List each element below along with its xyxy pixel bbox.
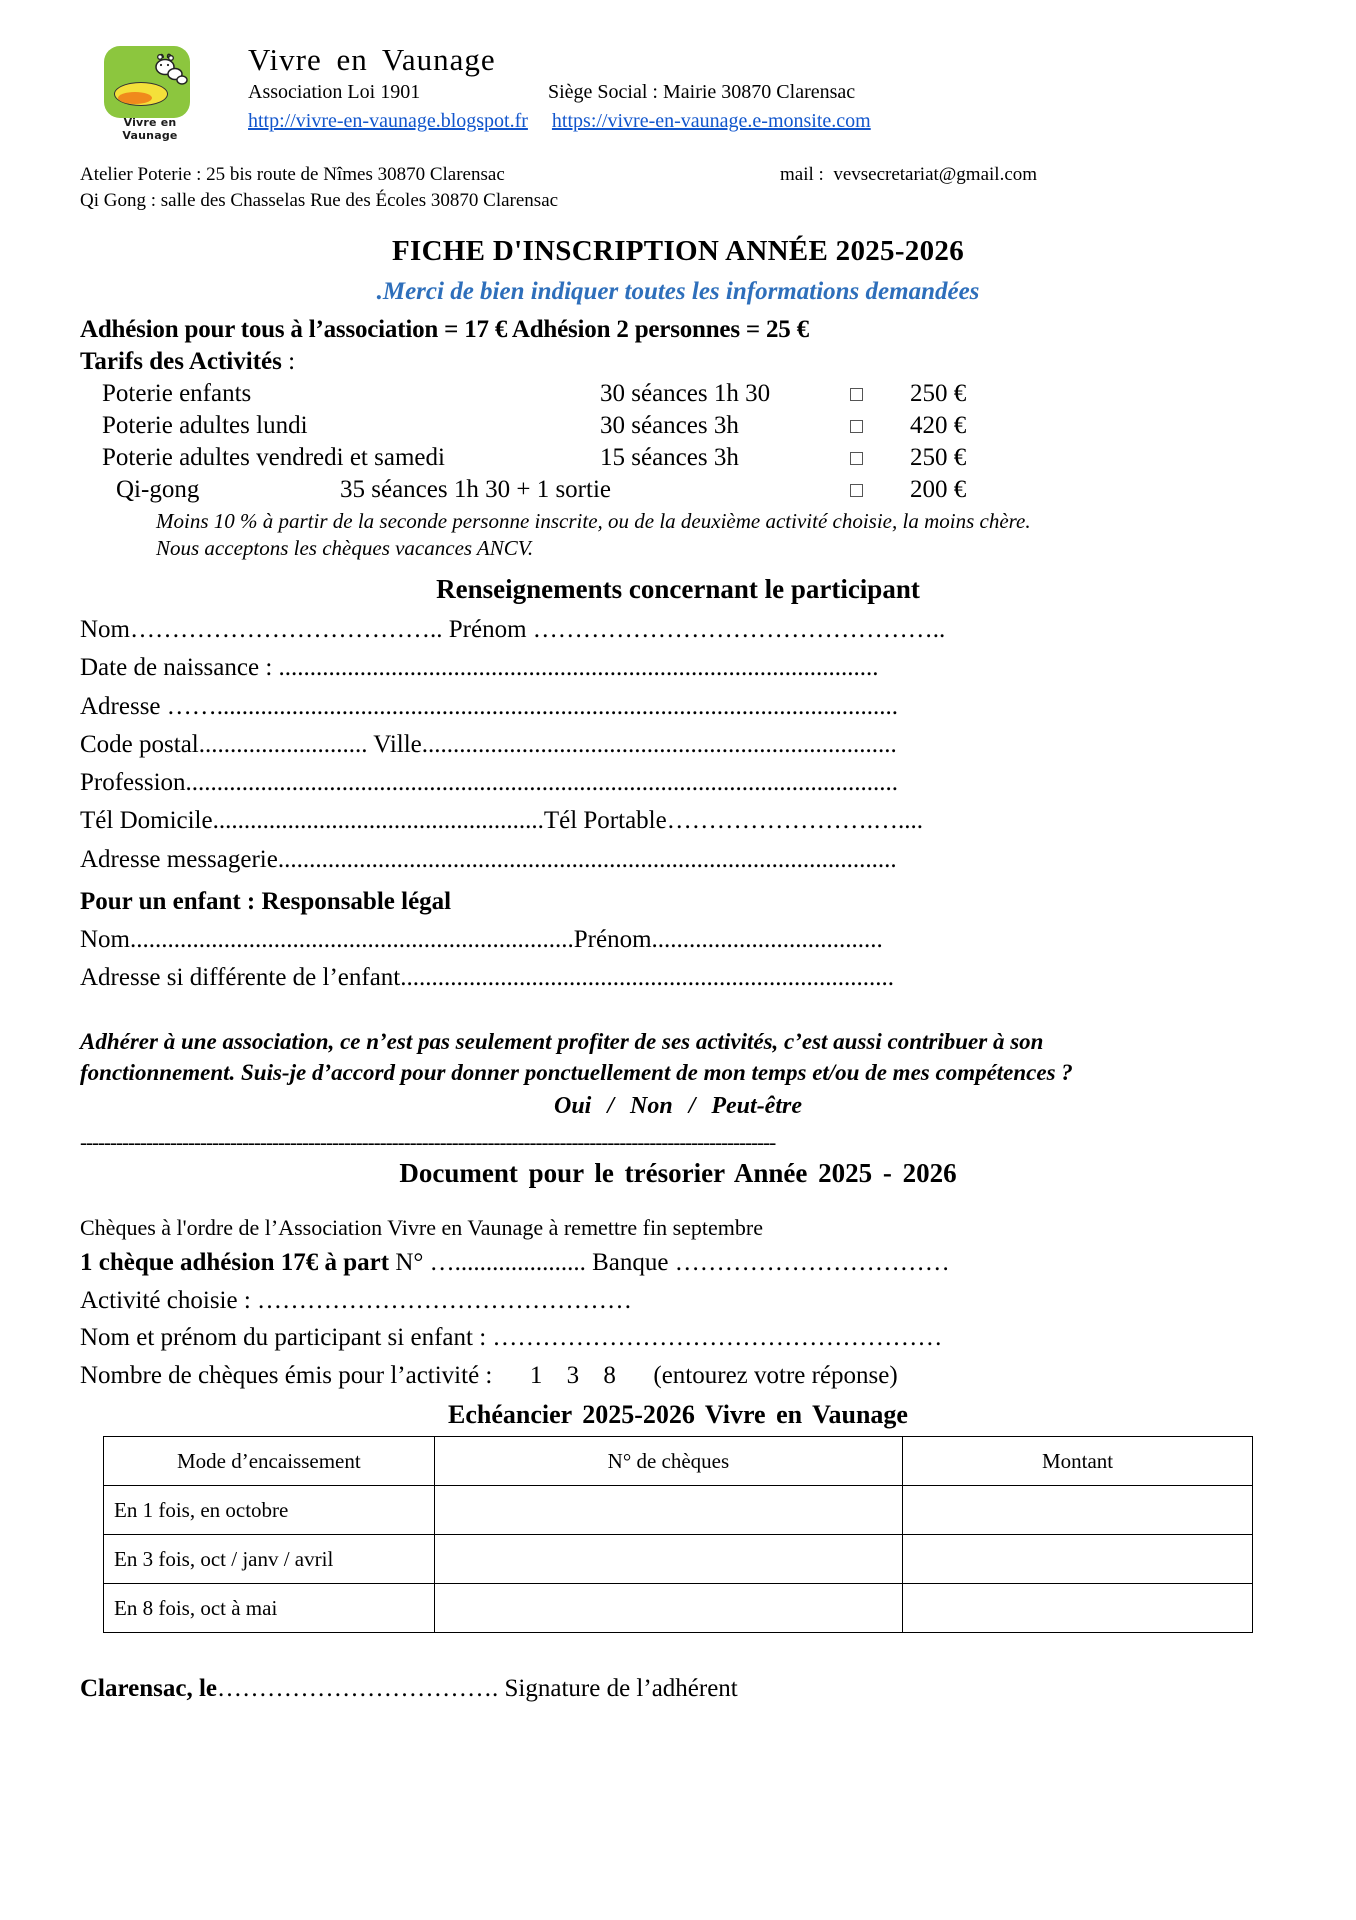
tarifs-heading-colon: : [281, 348, 296, 376]
field-profession[interactable]: Profession.................................................................................................................. [80, 769, 899, 797]
table-row [104, 1486, 1253, 1535]
field-nom-prenom-enfant[interactable]: Nom et prénom du participant si enfant : ……………………………………………… [80, 1324, 943, 1351]
cell-mode: En 1 fois, en octobre [104, 1486, 435, 1535]
activity-name: Qi-gong [116, 476, 200, 504]
column-header-amount: Montant [903, 1437, 1253, 1486]
cell-amount[interactable] [903, 1584, 1253, 1633]
association-law-label: Association Loi 1901 [248, 80, 421, 103]
activity-name: Poterie enfants [102, 380, 252, 408]
nombre-cheques-options[interactable]: 1 3 8 [529, 1361, 616, 1389]
mail-label: mail : [780, 164, 824, 185]
activity-checkbox[interactable] [850, 476, 910, 504]
activity-row [80, 476, 1356, 504]
table-row [104, 1584, 1253, 1633]
field-responsable-adresse[interactable]: Adresse si différente de l’enfant............................................................................... [80, 964, 894, 992]
field-code-postal-ville[interactable]: Code postal........................... Ville............................................................................ [80, 730, 897, 758]
activity-sessions: 15 séances 3h [600, 444, 739, 472]
cell-amount[interactable] [903, 1535, 1253, 1584]
nombre-cheques-hint: (entourez votre réponse) [653, 1361, 898, 1389]
logo-orange-ellipse [118, 92, 152, 104]
responsable-section-title: Pour un enfant : Responsable légal [80, 887, 452, 915]
logo-caption: Vivre en Vaunage [122, 116, 178, 142]
document-header [0, 0, 1356, 144]
tarifs-section [0, 306, 1356, 562]
cell-mode: En 8 fois, oct à mai [104, 1584, 435, 1633]
signature-block [0, 1633, 1356, 1703]
field-adresse-messagerie[interactable]: Adresse messagerie................................................................................................... [80, 845, 897, 873]
activity-name: Poterie adultes vendredi et samedi [102, 444, 445, 472]
page-subtitle: .Merci de bien indiquer toutes les informations demandées [376, 278, 980, 306]
activity-checkbox[interactable] [850, 444, 910, 472]
signature-city-label: Clarensac, le [80, 1675, 218, 1702]
signature-label: Signature de l’adhérent [498, 1675, 738, 1702]
contact-row-atelier [80, 162, 1356, 188]
tarifs-heading [80, 348, 1356, 376]
cell-cheque-number[interactable] [434, 1584, 902, 1633]
field-date-naissance[interactable]: Date de naissance : ................................................................................................ [80, 654, 879, 682]
header-text-block [212, 36, 1356, 136]
link-gap [528, 107, 552, 136]
association-logo [84, 36, 212, 144]
activity-checkbox[interactable] [850, 380, 910, 408]
adhesion-prices: Adhésion pour tous à l’association = 17 € Adhésion 2 personnes = 25 € [80, 316, 809, 344]
echeancier-table [103, 1436, 1253, 1633]
pledge-choices[interactable]: Oui / Non / Peut-être [554, 1093, 802, 1119]
signature-dots[interactable]: ……………………………. [217, 1675, 499, 1702]
discount-note-line1: Moins 10 % à partir de la seconde personne inscrite, ou de la deuxième activité choisie, la moins chère. [156, 509, 1031, 534]
nombre-cheques-label: Nombre de chèques émis pour l’activité : [80, 1361, 493, 1389]
section-divider: -------------------------------------------------------------------------------------------------------------------- [80, 1130, 776, 1154]
organization-name: Vivre en Vaunage [248, 42, 496, 77]
field-nombre-cheques[interactable] [80, 1357, 1276, 1395]
participant-fields [0, 611, 1356, 879]
participant-section-title: Renseignements concernant le participant [436, 574, 920, 605]
contact-row-qigong [80, 188, 1356, 214]
tarifs-heading-label: Tarifs des Activités [80, 348, 282, 376]
column-header-cheque-number: N° de chèques [434, 1437, 902, 1486]
activity-row [80, 444, 1356, 472]
activity-price: 420 € [910, 412, 967, 440]
cell-cheque-number[interactable] [434, 1486, 902, 1535]
blog-link[interactable]: http://vivre-en-vaunage.blogspot.fr [248, 109, 528, 132]
treasurer-fields [0, 1189, 1356, 1394]
activity-sessions: 30 séances 1h 30 [600, 380, 771, 408]
field-nom-prenom[interactable]: Nom……………………………….. Prénom ………………………………………….. [80, 616, 946, 644]
cell-amount[interactable] [903, 1486, 1253, 1535]
pledge-line1: Adhérer à une association, ce n’est pas seulement profiter de ses activités, c’est aussi contribuer à son [80, 1028, 1044, 1054]
qigong-address: Qi Gong : salle des Chasselas Rue des Écoles 30870 Clarensac [80, 189, 559, 211]
table-header-row [104, 1437, 1253, 1486]
treasurer-section-title: Document pour le trésorier Année 2025 - 2026 [399, 1158, 957, 1188]
website-link[interactable]: https://vivre-en-vaunage.e-monsite.com [551, 109, 871, 132]
activity-row [80, 380, 1356, 408]
contact-block [0, 144, 1356, 213]
responsable-section [0, 879, 1356, 998]
atelier-poterie-address: Atelier Poterie : 25 bis route de Nîmes 30870 Clarensac [80, 164, 505, 185]
field-adresse[interactable]: Adresse ……............................................................................................................. [80, 692, 899, 720]
cell-cheque-number[interactable] [434, 1535, 902, 1584]
page-title: FICHE D'INSCRIPTION ANNÉE 2025-2026 [391, 235, 965, 268]
pledge-line2: fonctionnement. Suis-je d’accord pour donner ponctuellement de mon temps et/ou de mes compétences ? [80, 1060, 1073, 1086]
activity-price: 250 € [910, 444, 967, 472]
field-activite-choisie[interactable]: Activité choisie : ……………………………………… [80, 1286, 633, 1314]
column-header-mode: Mode d’encaissement [104, 1437, 435, 1486]
echeancier-title: Echéancier 2025-2026 Vivre en Vaunage [448, 1400, 908, 1429]
siege-social-label: Siège Social : Mairie 30870 Clarensac [548, 80, 856, 103]
activity-checkbox[interactable] [850, 412, 910, 440]
snail-icon [142, 52, 190, 92]
field-responsable-nom-prenom[interactable]: Nom.......................................................................Prénom..................................... [80, 926, 883, 954]
organization-links [248, 107, 1356, 136]
cell-mode: En 3 fois, oct / janv / avril [104, 1535, 435, 1584]
pledge-block [0, 998, 1356, 1089]
organization-details [248, 78, 1356, 107]
activity-sessions: 35 séances 1h 30 + 1 sortie [340, 476, 611, 504]
mail-address: vevsecretariat@gmail.com [833, 164, 1038, 185]
cheque-instructions: Chèques à l'ordre de l’Association Vivre en Vaunage à remettre fin septembre [80, 1215, 763, 1240]
activity-name: Poterie adultes lundi [102, 412, 308, 440]
activity-price: 200 € [910, 476, 967, 504]
activity-row [80, 412, 1356, 440]
cheque-adhesion-rest: N° …..................... Banque …………………………… [389, 1249, 950, 1276]
activity-sessions: 30 séances 3h [600, 412, 739, 440]
field-cheque-adhesion[interactable] [80, 1244, 1276, 1282]
discount-note-line2: Nous acceptons les chèques vacances ANCV. [156, 536, 534, 561]
cheque-adhesion-bold-label: 1 chèque adhésion 17€ à part [80, 1249, 390, 1276]
field-telephones[interactable]: Tél Domicile.....................................................Tél Portable…………………….….... [80, 807, 923, 835]
logo-background [90, 40, 202, 140]
activity-price: 250 € [910, 380, 967, 408]
table-row [104, 1535, 1253, 1584]
